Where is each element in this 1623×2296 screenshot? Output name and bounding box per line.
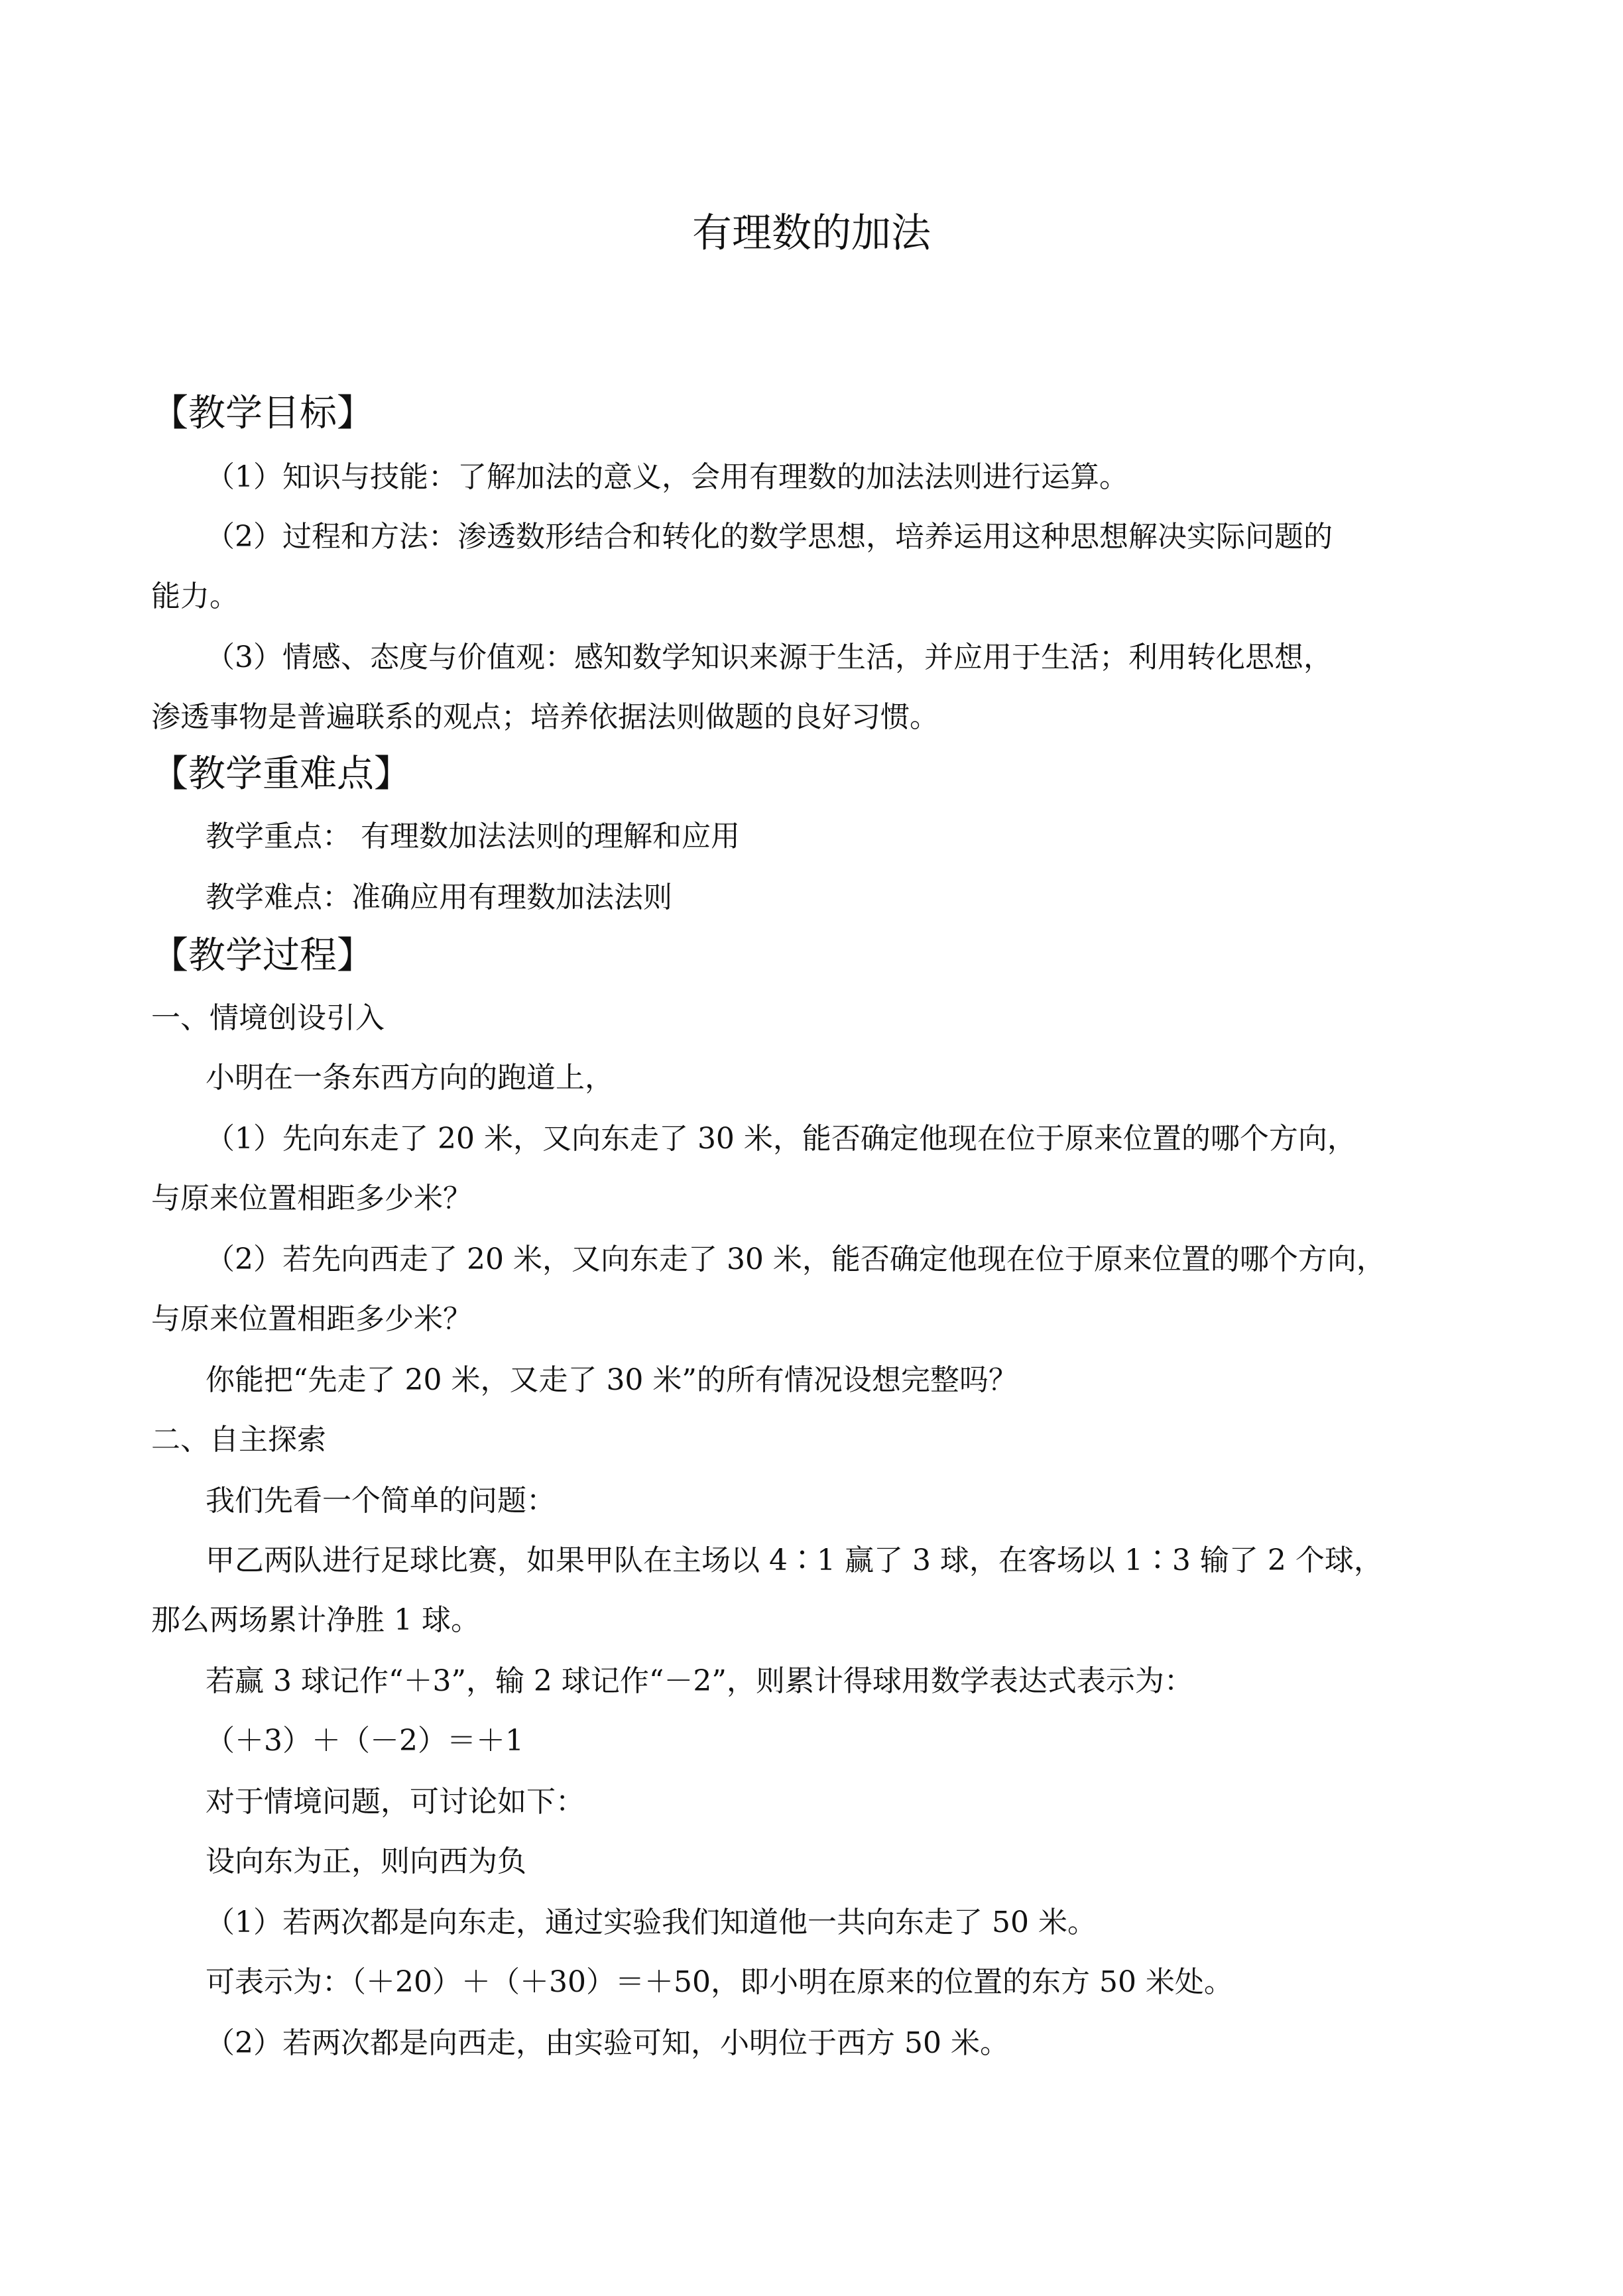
- question-2-line-2: 与原来位置相距多少米？: [151, 1302, 472, 1336]
- objective-2-line-1: （2）过程和方法：渗透数形结合和转化的数学思想，培养运用这种思想解决实际问题的: [206, 520, 1333, 554]
- question-3: 你能把“先走了 20 米，又走了 30 米”的所有情况设想完整吗？: [206, 1363, 1018, 1397]
- case-1-equation: 可表示为：（＋20）＋（＋30）＝＋50，即小明在原来的位置的东方 50 米处。: [206, 1965, 1233, 1999]
- question-1-line-1: （1）先向东走了 20 米，又向东走了 30 米，能否确定他现在位于原来位置的哪个方向，: [206, 1122, 1356, 1156]
- case-1: （1）若两次都是向东走，通过实验我们知道他一共向东走了 50 米。: [206, 1905, 1097, 1939]
- question-1-line-2: 与原来位置相距多少米？: [151, 1181, 472, 1215]
- equation-1: （＋3）＋（－2）＝＋1: [206, 1724, 524, 1758]
- objective-1: （1）知识与技能：了解加法的意义，会用有理数的加法法则进行运算。: [206, 460, 1128, 494]
- paragraph-football-line-1: 甲乙两队进行足球比赛，如果甲队在主场以 4∶1 赢了 3 球，在客场以 1∶3 输了 2 个球，: [206, 1543, 1383, 1577]
- paragraph-intro: 小明在一条东西方向的跑道上，: [206, 1061, 614, 1095]
- objective-3-line-2: 渗透事物是普遍联系的观点；培养依据法则做题的良好习惯。: [151, 700, 939, 734]
- paragraph-notation: 若赢 3 球记作“＋3”，输 2 球记作“－2”，则累计得球用数学表达式表示为：: [206, 1664, 1193, 1698]
- objectives-heading: 【教学目标】: [151, 392, 374, 435]
- paragraph-direction: 设向东为正，则向西为负: [206, 1844, 526, 1878]
- objective-3-line-1: （3）情感、态度与价值观：感知数学知识来源于生活，并应用于生活；利用转化思想，: [206, 640, 1333, 674]
- document-title: 有理数的加法: [692, 210, 931, 257]
- keypoints-heading: 【教学重难点】: [151, 753, 411, 796]
- process-heading: 【教学过程】: [151, 934, 374, 977]
- objective-2-line-2: 能力。: [151, 579, 239, 613]
- paragraph-football-line-2: 那么两场累计净胜 1 球。: [151, 1603, 480, 1637]
- key-point: 教学重点： 有理数加法法则的理解和应用: [206, 819, 740, 853]
- part-2-heading: 二、自主探索: [151, 1423, 326, 1457]
- question-2-line-1: （2）若先向西走了 20 米，又向东走了 30 米，能否确定他现在位于原来位置的哪个方向，: [206, 1242, 1386, 1276]
- paragraph-discussion: 对于情境问题，可讨论如下：: [206, 1785, 585, 1819]
- part-1-heading: 一、情境创设引入: [151, 1001, 385, 1035]
- difficult-point: 教学难点：准确应用有理数加法法则: [206, 880, 672, 914]
- case-2: （2）若两次都是向西走，由实验可知，小明位于西方 50 米。: [206, 2026, 1009, 2060]
- paragraph-simple-problem: 我们先看一个简单的问题：: [206, 1484, 556, 1518]
